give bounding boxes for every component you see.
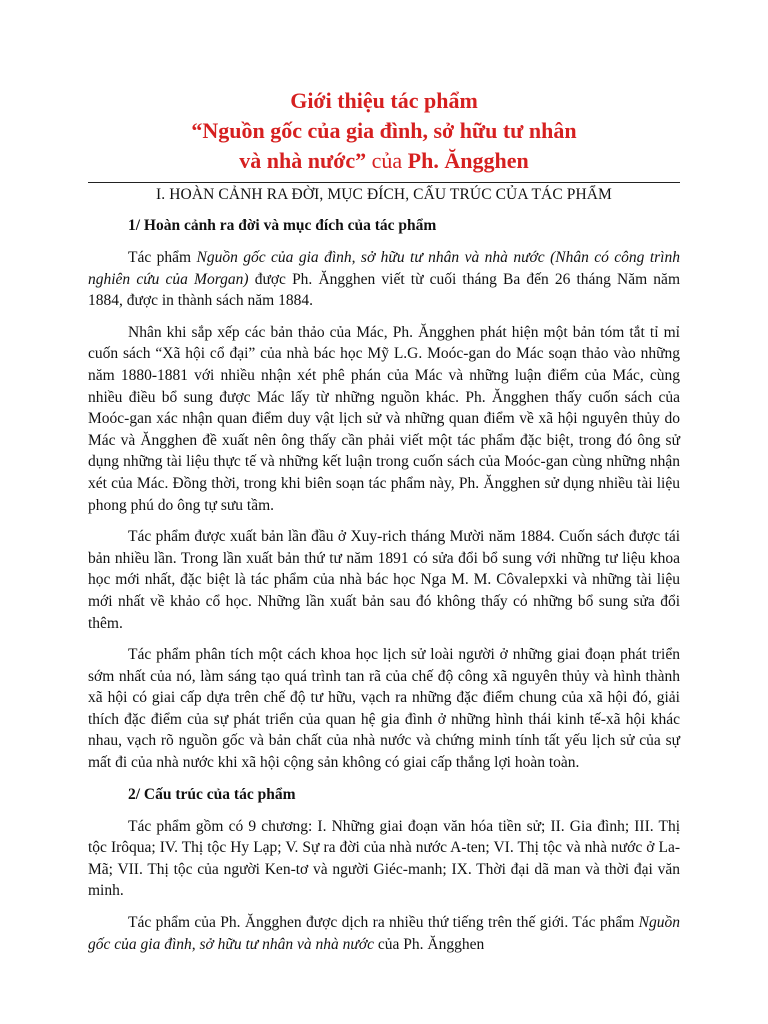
paragraph-1-start: Tác phẩm — [128, 249, 197, 266]
subheading-1: 1/ Hoàn cảnh ra đời và mục đích của tác phẩm — [128, 217, 437, 234]
paragraph-1-end: được Ph. Ăngghen viết từ cuối tháng Ba đến 26 tháng Năm năm 1884, được in thành sách năm 1884. — [88, 270, 680, 310]
document-title — [88, 86, 680, 176]
paragraph-2: Nhân khi sắp xếp các bản thảo của Mác, Ph. Ăngghen phát hiện một bản tóm tắt tỉ mỉ cuốn sách “Xã hội cổ đại” của nhà bác học Mỹ L.G. Moóc-gan do Mác soạn thảo vào những năm 1880-1881 với nhiều nhận xét phê phán của Mác và những luận điểm của Mác, cùng nhiều điều bổ sung được Mác lấy từ những nguồn khác. Ph. Ăngghen thấy cuốn sách của Moóc-gan xác nhận quan điểm duy vật lịch sử và những quan điểm về xã hội nguyên thủy do Mác và Ăngghen đề xuất nên ông thấy cần phải viết một tác phẩm đặc biệt, trong đó ông sử dụng những tài liệu thực tế và những kết luận trong cuốn sách của Moóc-gan cùng những nhận xét của Mác. Đồng thời, trong khi biên soạn tác phẩm này, Ph. Ăngghen sử dụng nhiều tài liệu phong phú do ông tự sưu tầm. — [88, 323, 680, 514]
paragraph-5: Tác phẩm gồm có 9 chương: I. Những giai đoạn văn hóa tiền sử; II. Gia đình; III. Thị tộc Irôqua; IV. Thị tộc Hy Lạp; V. Sự ra đời của nhà nước A-ten; VI. Thị tộc và nhà nước ở La-Mã; VII. Thị tộc của người Ken-tơ và người Giéc-manh; IX. Thời đại dã man và thời đại văn minh. — [88, 817, 680, 900]
title-line-3-of: của — [366, 148, 408, 173]
title-line-1: Giới thiệu tác phẩm — [290, 88, 478, 113]
subheading-2: 2/ Cấu trúc của tác phẩm — [128, 785, 296, 803]
paragraph-6-italic-title: Nguồn gốc của gia đình, sở hữu tư nhân và nhà nước — [88, 914, 680, 953]
section-1-heading: I. HOÀN CẢNH RA ĐỜI, MỤC ĐÍCH, CẤU TRÚC CỦA TÁC PHẨM — [156, 186, 612, 203]
paragraph-4: Tác phẩm phân tích một cách khoa học lịch sử loài người ở những giai đoạn phát triển sớm nhất của nó, làm sáng tạo quá trình tan rã của chế độ công xã nguyên thủy và hình thành xã hội có giai cấp dựa trên chế độ tư hữu, vạch ra những đặc điểm chung của xã hội đó, giải thích đặc điểm của sự phát triển của quan hệ gia đình ở những hình thái kinh tế-xã hội khác nhau, vạch rõ nguồn gốc và bản chất của nhà nước và chứng minh tính tất yếu lịch sử của sự mất đi của nhà nước khi xã hội cộng sản không có giai cấp thắng lợi hoàn toàn. — [88, 646, 680, 772]
paragraph-6-end: của Ph. Ăngghen — [374, 935, 485, 953]
title-line-2: “Nguồn gốc của gia đình, sở hữu tư nhân — [191, 118, 577, 143]
paragraph-1 — [88, 247, 680, 312]
paragraph-1-italic-title: Nguồn gốc của gia đình, sở hữu tư nhân và nhà nước (Nhân có công trình nghiên cứu của Morgan) — [88, 249, 680, 288]
paragraph-6-start: Tác phẩm của Ph. Ăngghen được dịch ra nhiều thứ tiếng trên thế giới. Tác phẩm — [128, 914, 639, 932]
paragraph-3: Tác phẩm được xuất bản lần đầu ở Xuy-rich tháng Mười năm 1884. Cuốn sách được tái bản nhiều lần. Trong lần xuất bản thứ tư năm 1891 có sửa đổi bổ sung với những tư liệu khoa học mới nhất, đặc biệt là tác phẩm của nhà bác học Nga M. M. Côvalepxki và những tài liệu mới nhất về khảo cổ học. Những lần xuất bản sau đó không thấy có những bổ sung sửa đổi thêm. — [88, 528, 680, 632]
title-underline — [88, 182, 680, 183]
title-line-3-author: Ph. Ăngghen — [407, 148, 529, 173]
paragraph-6 — [88, 912, 680, 955]
title-line-3-main: và nhà nước” — [239, 148, 367, 173]
